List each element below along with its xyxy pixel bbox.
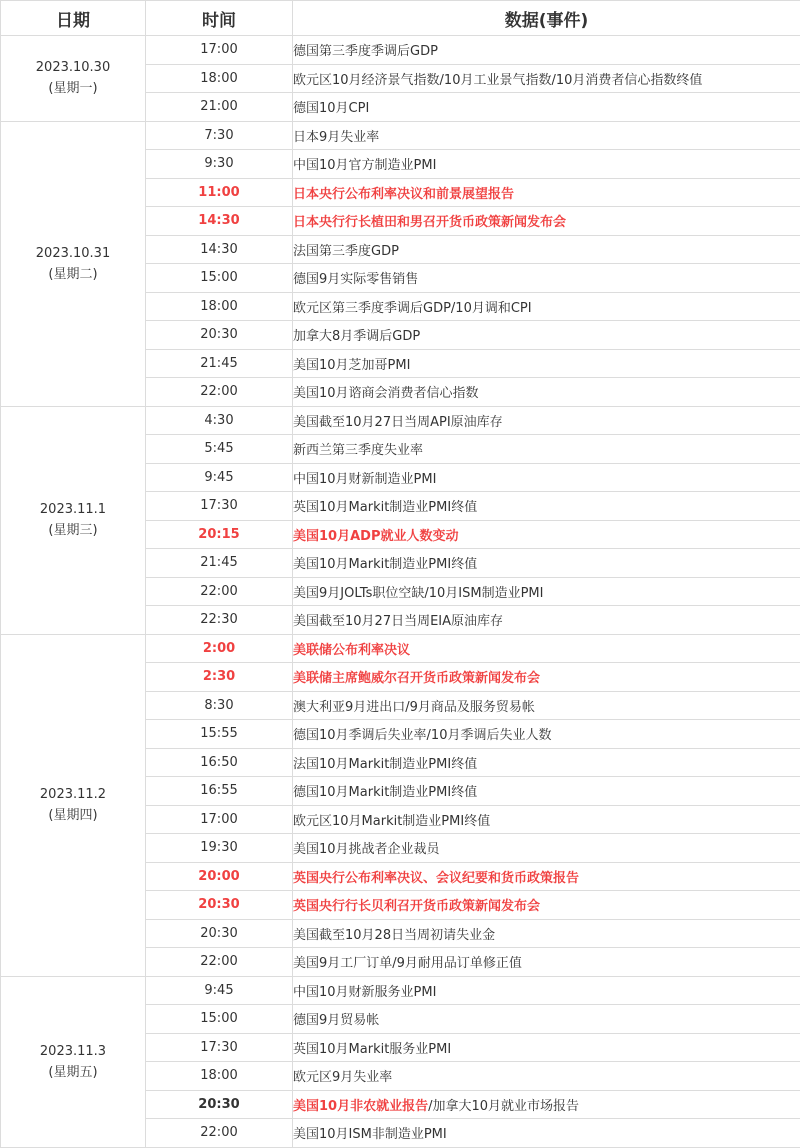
date-cell: [1, 121, 146, 406]
time-cell: 22:00: [146, 378, 293, 407]
time-cell: 22:00: [146, 948, 293, 977]
time-cell: 20:30: [146, 919, 293, 948]
event-cell: 美国10月谘商会消费者信心指数: [293, 378, 800, 407]
time-cell: 18:00: [146, 64, 293, 93]
event-cell: 德国9月实际零售销售: [293, 264, 800, 293]
event-cell: 美国9月JOLTs职位空缺/10月ISM制造业PMI: [293, 577, 800, 606]
time-cell: 20:30: [146, 891, 293, 920]
event-cell: 欧元区第三季度季调后GDP/10月调和CPI: [293, 292, 800, 321]
time-cell: 22:30: [146, 606, 293, 635]
time-cell: 18:00: [146, 292, 293, 321]
table-row: [1, 121, 800, 150]
event-cell: 美联储公布利率决议: [293, 634, 800, 663]
event-cell: 美国截至10月27日当周EIA原油库存: [293, 606, 800, 635]
time-cell: 9:45: [146, 463, 293, 492]
time-cell: 8:30: [146, 691, 293, 720]
event-cell: 德国10月季调后失业率/10月季调后失业人数: [293, 720, 800, 749]
event-cell: 中国10月官方制造业PMI: [293, 150, 800, 179]
time-cell: 16:50: [146, 748, 293, 777]
time-cell: 9:45: [146, 976, 293, 1005]
time-cell: 14:30: [146, 235, 293, 264]
time-cell: 7:30: [146, 121, 293, 150]
event-cell: 英国央行行长贝利召开货币政策新闻发布会: [293, 891, 800, 920]
header-row: [1, 1, 800, 36]
time-cell: 2:00: [146, 634, 293, 663]
time-cell: 2:30: [146, 663, 293, 692]
time-cell: 16:55: [146, 777, 293, 806]
event-cell: 欧元区10月经济景气指数/10月工业景气指数/10月消费者信心指数终值: [293, 64, 800, 93]
table-body: [1, 36, 800, 1148]
event-cell: 美国10月挑战者企业裁员: [293, 834, 800, 863]
weekday-text: (星期三): [1, 520, 145, 541]
weekday-text: (星期一): [1, 78, 145, 99]
event-cell: 日本央行行长植田和男召开货币政策新闻发布会: [293, 207, 800, 236]
event-cell: 日本央行公布利率决议和前景展望报告: [293, 178, 800, 207]
event-cell: 欧元区10月Markit制造业PMI终值: [293, 805, 800, 834]
time-cell: 22:00: [146, 577, 293, 606]
weekday-text: (星期四): [1, 805, 145, 826]
event-cell: 中国10月财新制造业PMI: [293, 463, 800, 492]
event-cell: [293, 1090, 800, 1119]
date-text: 2023.11.2: [1, 784, 145, 805]
date-cell: [1, 406, 146, 634]
event-cell: 美国9月工厂订单/9月耐用品订单修正值: [293, 948, 800, 977]
time-cell: 17:00: [146, 36, 293, 65]
time-cell: 22:00: [146, 1119, 293, 1148]
header-time: 时间: [146, 1, 293, 36]
event-cell: 美国10月Markit制造业PMI终值: [293, 549, 800, 578]
time-cell: 17:00: [146, 805, 293, 834]
date-cell: [1, 36, 146, 122]
time-cell: 19:30: [146, 834, 293, 863]
weekday-text: (星期五): [1, 1062, 145, 1083]
event-cell: 新西兰第三季度失业率: [293, 435, 800, 464]
event-highlight-text: 美国10月非农就业报告: [293, 1099, 428, 1114]
time-cell: 18:00: [146, 1062, 293, 1091]
time-cell: 20:15: [146, 520, 293, 549]
event-cell: 加拿大8月季调后GDP: [293, 321, 800, 350]
event-rest-text: /加拿大10月就业市场报告: [428, 1099, 579, 1114]
time-cell: 15:00: [146, 264, 293, 293]
event-cell: 法国第三季度GDP: [293, 235, 800, 264]
header-event: 数据(事件): [293, 1, 800, 36]
date-text: 2023.10.31: [1, 243, 145, 264]
event-cell: 欧元区9月失业率: [293, 1062, 800, 1091]
time-cell: 21:45: [146, 549, 293, 578]
date-cell: [1, 634, 146, 976]
event-cell: 中国10月财新服务业PMI: [293, 976, 800, 1005]
time-cell: 14:30: [146, 207, 293, 236]
table-row: [1, 406, 800, 435]
event-cell: 美国10月芝加哥PMI: [293, 349, 800, 378]
event-cell: 德国9月贸易帐: [293, 1005, 800, 1034]
time-cell: 5:45: [146, 435, 293, 464]
event-cell: 英国10月Markit制造业PMI终值: [293, 492, 800, 521]
table-header: [1, 1, 800, 36]
time-cell: 15:55: [146, 720, 293, 749]
time-cell: 4:30: [146, 406, 293, 435]
event-cell: 英国10月Markit服务业PMI: [293, 1033, 800, 1062]
time-cell: 20:00: [146, 862, 293, 891]
time-cell: 20:30: [146, 321, 293, 350]
table-row: [1, 976, 800, 1005]
time-cell: 20:30: [146, 1090, 293, 1119]
time-cell: 17:30: [146, 492, 293, 521]
time-cell: 11:00: [146, 178, 293, 207]
table-row: [1, 634, 800, 663]
event-cell: 英国央行公布利率决议、会议纪要和货币政策报告: [293, 862, 800, 891]
event-cell: 美国截至10月27日当周API原油库存: [293, 406, 800, 435]
event-cell: 美国10月ISM非制造业PMI: [293, 1119, 800, 1148]
event-cell: 日本9月失业率: [293, 121, 800, 150]
weekday-text: (星期二): [1, 264, 145, 285]
date-text: 2023.11.1: [1, 499, 145, 520]
time-cell: 21:45: [146, 349, 293, 378]
event-cell: 美国10月ADP就业人数变动: [293, 520, 800, 549]
table-row: [1, 36, 800, 65]
time-cell: 9:30: [146, 150, 293, 179]
event-cell: 法国10月Markit制造业PMI终值: [293, 748, 800, 777]
event-cell: 美联储主席鲍威尔召开货币政策新闻发布会: [293, 663, 800, 692]
event-cell: 德国10月Markit制造业PMI终值: [293, 777, 800, 806]
time-cell: 17:30: [146, 1033, 293, 1062]
time-cell: 21:00: [146, 93, 293, 122]
event-cell: 美国截至10月28日当周初请失业金: [293, 919, 800, 948]
date-text: 2023.11.3: [1, 1041, 145, 1062]
date-cell: [1, 976, 146, 1147]
event-cell: 澳大利亚9月进出口/9月商品及服务贸易帐: [293, 691, 800, 720]
event-cell: 德国第三季度季调后GDP: [293, 36, 800, 65]
date-text: 2023.10.30: [1, 57, 145, 78]
event-cell: 德国10月CPI: [293, 93, 800, 122]
time-cell: 15:00: [146, 1005, 293, 1034]
header-date: 日期: [1, 1, 146, 36]
